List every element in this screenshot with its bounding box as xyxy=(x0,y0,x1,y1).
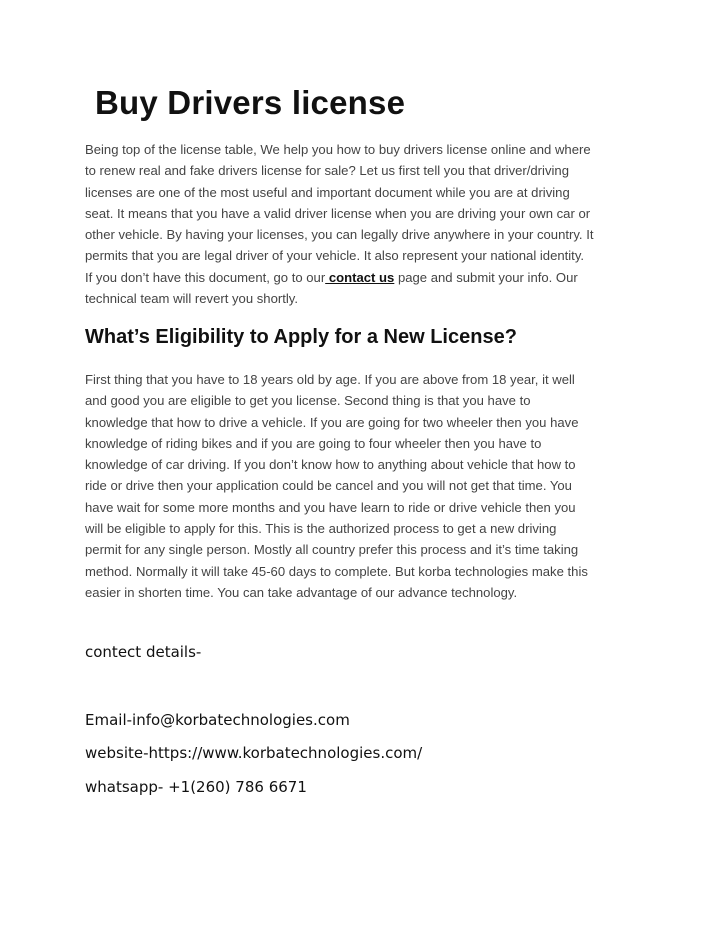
intro-line: other vehicle. By having your licenses, you can legally drive anywhere in your country. It xyxy=(85,227,594,243)
eligibility-line: knowledge of riding bikes and if you are going to four wheeler then you have to xyxy=(85,435,542,451)
intro-contact-text-after: page and submit your info. Our xyxy=(394,269,578,285)
eligibility-line: permit for any single person. Mostly all country prefer this process and it’s time taking xyxy=(85,542,579,558)
eligibility-line: method. Normally it will take 45-60 days to complete. But korba technologies make this xyxy=(85,563,588,579)
eligibility-heading: What’s Eligibility to Apply for a New License? xyxy=(85,326,517,348)
intro-line: licenses are one of the most useful and important document while you are at driving xyxy=(85,184,570,200)
intro-contact-line xyxy=(85,267,645,288)
intro-line: Being top of the license table, We help you how to buy drivers license online and where xyxy=(85,142,591,157)
intro-contact-text-before: If you don’t have this document, go to our xyxy=(85,269,326,285)
contact-email: Email-info@korbatechnologies.com xyxy=(85,711,350,729)
eligibility-line: will be eligible to apply for this. This is the authorized process to get a new driving xyxy=(85,521,557,537)
eligibility-line: First thing that you have to 18 years old by age. If you are above from 18 year, it well xyxy=(85,372,575,387)
intro-line: seat. It means that you have a valid driver license when you are driving your own car or xyxy=(85,205,591,221)
intro-line: permits that you are legal driver of your vehicle. It also represent your national identity. xyxy=(85,248,585,264)
contact-details-heading: contect details- xyxy=(85,643,202,661)
eligibility-line: and good you are eligible to get you license. Second thing is that you have to xyxy=(85,393,531,409)
eligibility-line: knowledge of car driving. If you don’t know how to anything about vehicle that how to xyxy=(85,457,576,473)
intro-paragraph xyxy=(85,139,645,309)
contact-us-link[interactable]: contact us xyxy=(325,269,395,285)
eligibility-line: knowledge that how to drive a vehicle. If you are going for two wheeler then you have xyxy=(85,414,579,430)
intro-line: to renew real and fake drivers license for sale? Let us first tell you that driver/driving xyxy=(85,163,569,179)
contact-website: website-https://www.korbatechnologies.com/ xyxy=(85,744,423,762)
eligibility-line: ride or drive then your application could be cancel and you will not get that time. You xyxy=(85,478,572,494)
eligibility-paragraph xyxy=(85,369,645,603)
page-title: Buy Drivers license xyxy=(95,84,406,121)
eligibility-line: easier in shorten time. You can take advantage of our advance technology. xyxy=(85,584,518,600)
intro-line: technical team will revert you shortly. xyxy=(85,291,298,307)
eligibility-line: have wait for some more months and you have learn to ride or drive vehicle then you xyxy=(85,499,576,515)
contact-whatsapp: whatsapp- +1(260) 786 6671 xyxy=(85,778,307,796)
